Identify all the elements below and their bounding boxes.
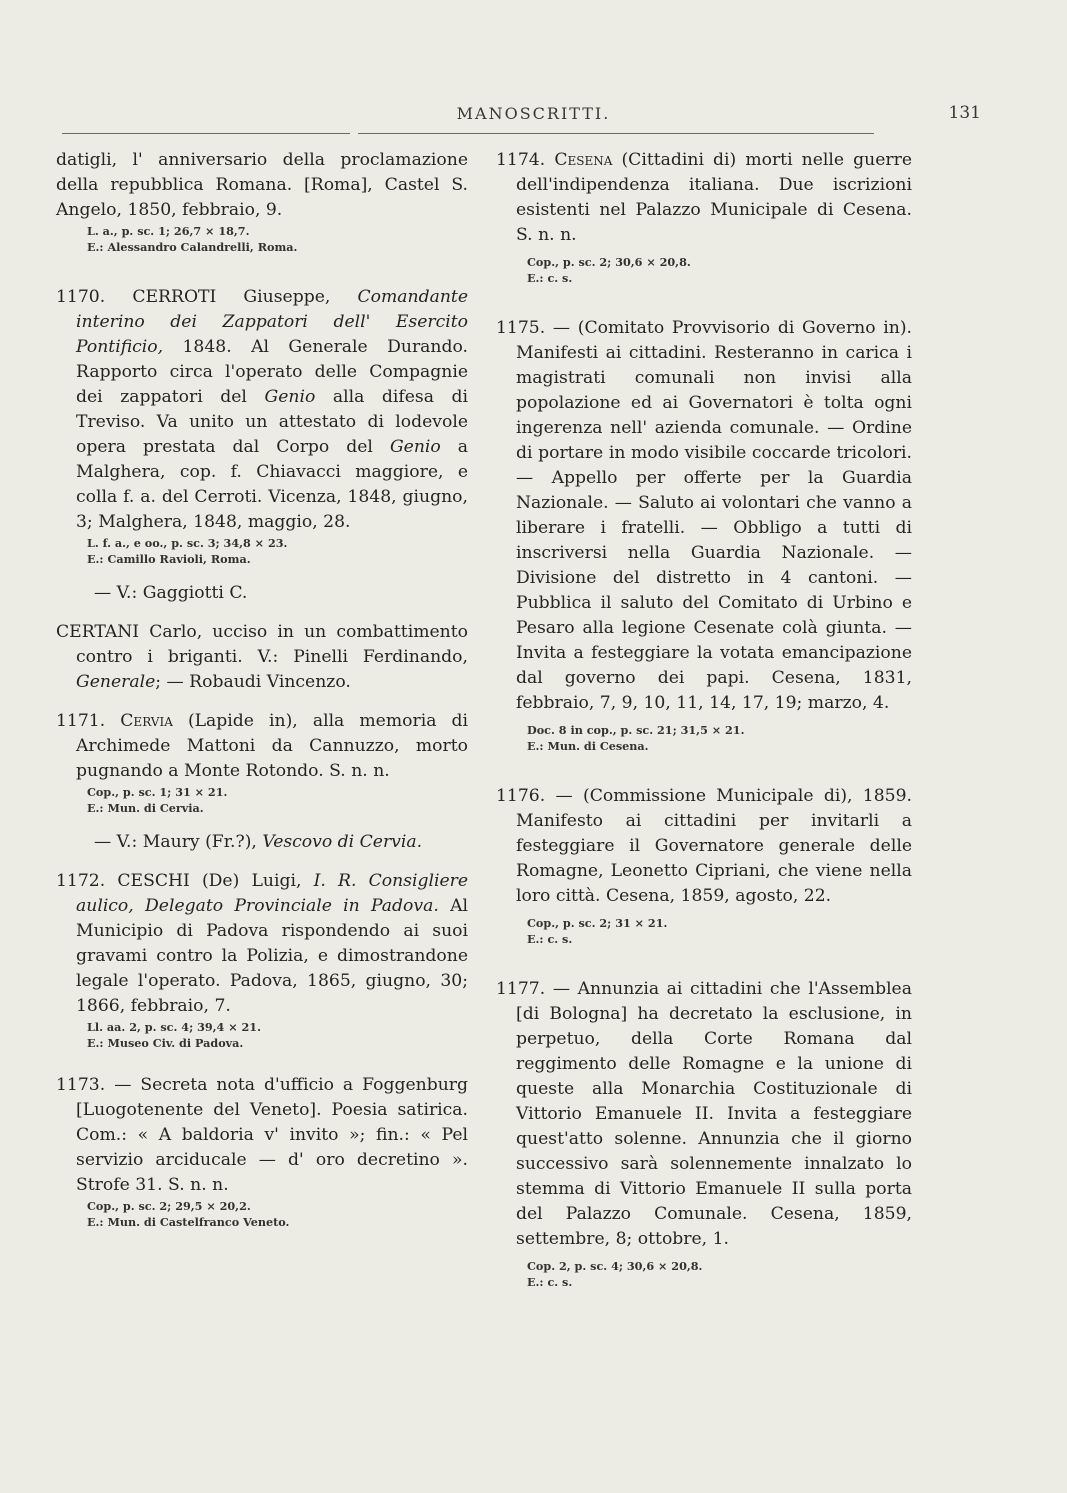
entry-body: CERTANI Carlo, ucciso in un combattimento contro i briganti. V.: Pinelli Ferdinando, bbox=[56, 622, 468, 667]
entry-number: 1173. bbox=[56, 1075, 106, 1095]
left-column bbox=[56, 148, 468, 1230]
entry-note: E.: Mun. di Cesena. bbox=[527, 739, 649, 753]
entry-certani bbox=[56, 620, 468, 695]
entry-note: Cop., p. sc. 2; 30,6 × 20,8. bbox=[527, 255, 691, 269]
entry-text bbox=[56, 1073, 468, 1198]
entry-1176 bbox=[496, 784, 912, 947]
entry-1169-continued bbox=[56, 148, 468, 255]
entry-name: CERROTI Giuseppe, bbox=[132, 287, 331, 307]
entry-text bbox=[56, 709, 468, 784]
cross-reference bbox=[56, 830, 468, 855]
entry-1177 bbox=[496, 977, 912, 1290]
entry-note: Cop., p. sc. 2; 29,5 × 20,2. bbox=[87, 1199, 251, 1213]
entry-body: (Lapide in), alla memoria di Archimede Mattoni da Cannuzzo, morto pugnando a Monte Rotondo. S. n. n. bbox=[76, 711, 468, 781]
entry-1171 bbox=[56, 709, 468, 816]
entry-1175 bbox=[496, 316, 912, 754]
italic-word: Genio bbox=[264, 387, 316, 407]
entry-place: Cervia bbox=[120, 711, 173, 731]
entry-body: a Malghera, cop. f. Chiavacci maggiore, e colla f. a. del Cerroti. Vicenza, 1848, giugno, 3; Malghera, 1848, maggio, 28. bbox=[76, 437, 469, 532]
entry-number: 1176. bbox=[496, 786, 546, 806]
entry-number: 1171. bbox=[56, 711, 106, 731]
italic-word: Generale bbox=[76, 672, 156, 692]
entry-text bbox=[496, 148, 912, 248]
entry-text bbox=[496, 977, 912, 1252]
ref-text: — V.: Maury (Fr.?), bbox=[94, 832, 257, 852]
entry-note: E.: c. s. bbox=[527, 932, 573, 946]
page-number: 131 bbox=[948, 103, 981, 123]
italic-word: Vescovo di Cervia. bbox=[262, 832, 423, 852]
entry-place: Cesena bbox=[554, 150, 613, 170]
entry-text: datigli, l' anniversario della proclamazione della repubblica Romana. [Roma], Castel S. Angelo, 1850, febbraio, 9. bbox=[56, 150, 468, 220]
entry-note: Cop. 2, p. sc. 4; 30,6 × 20,8. bbox=[527, 1259, 703, 1273]
entry-body: — (Commissione Municipale di), 1859. Manifesto ai cittadini per invitarli a festeggiare il Governatore generale delle Romagne, Leonetto Cipriani, che viene nella loro città. Cesena, 1859, agosto, 22. bbox=[516, 786, 913, 906]
entry-note: E.: c. s. bbox=[527, 1275, 573, 1289]
entry-1170 bbox=[56, 285, 468, 567]
entry-note: E.: Mun. di Castelfranco Veneto. bbox=[87, 1215, 290, 1229]
entry-number: 1175. bbox=[496, 318, 546, 338]
entry-note: E.: Alessandro Calandrelli, Roma. bbox=[87, 240, 298, 254]
entry-note: Cop., p. sc. 1; 31 × 21. bbox=[87, 785, 228, 799]
entry-text bbox=[496, 784, 912, 909]
entry-name: CESCHI (De) Luigi, bbox=[117, 871, 302, 891]
entry-body: ; — Robaudi Vincenzo. bbox=[155, 672, 351, 692]
entry-note: E.: c. s. bbox=[527, 271, 573, 285]
right-column bbox=[496, 148, 912, 1290]
entry-number: 1177. bbox=[496, 979, 546, 999]
entry-number: 1172. bbox=[56, 871, 106, 891]
entry-note: Doc. 8 in cop., p. sc. 21; 31,5 × 21. bbox=[527, 723, 745, 737]
entry-note: E.: Camillo Ravioli, Roma. bbox=[87, 552, 251, 566]
entry-1172 bbox=[56, 869, 468, 1051]
header-rule-right bbox=[358, 133, 874, 134]
header-rule-left bbox=[62, 133, 350, 134]
entry-body: — Annunzia ai cittadini che l'Assemblea [di Bologna] ha decretato la esclusione, in perpetuo, della Corte Romana dal reggimento delle Romagne e la unione di queste alla Monarchia Costituzionale di Vittorio Emanuele II. Invita a festeggiare quest'atto solenne. Annunzia che il giorno successivo sarà solennemente innalzato lo stemma di Vittorio Emanuele II sulla porta del Palazzo Comunale. Cesena, 1859, settembre, 8; ottobre, 1. bbox=[516, 979, 912, 1249]
entry-title: Comandante interino dei Zappatori dell' Esercito Pontificio, bbox=[76, 287, 468, 357]
entry-note: Cop., p. sc. 2; 31 × 21. bbox=[527, 916, 668, 930]
entry-text bbox=[56, 285, 468, 535]
entry-number: 1174. bbox=[496, 150, 546, 170]
entry-note: L. a., p. sc. 1; 26,7 × 18,7. bbox=[87, 224, 250, 238]
entry-text bbox=[496, 316, 912, 716]
entry-note: Ll. aa. 2, p. sc. 4; 39,4 × 21. bbox=[87, 1020, 261, 1034]
entry-body: — Secreta nota d'ufficio a Foggenburg [Luogotenente del Veneto]. Poesia satirica. Com.: « A baldoria v' invito »; fin.: « Pel servizio arciducale — d' oro decretino ». Strofe 31. S. n. n. bbox=[76, 1075, 468, 1195]
entry-note: L. f. a., e oo., p. sc. 3; 34,8 × 23. bbox=[87, 536, 288, 550]
entry-title: I. R. Consigliere aulico, Delegato Provinciale in Padova. bbox=[76, 871, 469, 916]
italic-word: Genio bbox=[389, 437, 441, 457]
entry-1173 bbox=[56, 1073, 468, 1230]
entry-text bbox=[56, 620, 468, 695]
entry-note: E.: Mun. di Cervia. bbox=[87, 801, 204, 815]
entry-number: 1170. bbox=[56, 287, 106, 307]
entry-body: alla difesa di Treviso. Va unito un attestato di lodevole opera prestata dal Corpo del bbox=[76, 387, 469, 457]
entry-body: Al Municipio di Padova rispondendo ai suoi gravami contro la Polizia, e dimostrandone legale l'operato. Padova, 1865, giugno, 30; 1866, febbraio, 7. bbox=[76, 896, 468, 1016]
cross-reference: — V.: Gaggiotti C. bbox=[94, 583, 248, 603]
entry-body: (Cittadini di) morti nelle guerre dell'indipendenza italiana. Due iscrizioni esistenti nel Palazzo Municipale di Cesena. S. n. n. bbox=[516, 150, 913, 245]
running-title: MANOSCRITTI. bbox=[456, 104, 611, 123]
entry-body: — (Comitato Provvisorio di Governo in). Manifesti ai cittadini. Resteranno in carica i magistrati comunali non invisi alla popolazione ed ai Governatori è tolta ogni ingerenza nell' azienda comunale. — Ordine di portare in modo visibile coccarde tricolori. — Appello per offerte per la Guardia Nazionale. — Saluto ai volontari che vanno a liberare i fratelli. — Obbligo a tutti di inscriversi nella Guardia Nazionale. — Divisione del distretto in 4 cantoni. — Pubblica il saluto del Comitato di Urbino e Pesaro alla legione Cesenate colà giunta. — Invita a festeggiare la votata emancipazione dal governo dei papi. Cesena, 1831, febbraio, 7, 9, 10, 11, 14, 17, 19; marzo, 4. bbox=[516, 318, 913, 713]
entry-1174 bbox=[496, 148, 912, 286]
entry-text bbox=[56, 869, 468, 1019]
entry-note: E.: Museo Civ. di Padova. bbox=[87, 1036, 244, 1050]
entry-body: 1848. Al Generale Durando. Rapporto circa l'operato delle Compagnie dei zappatori del bbox=[76, 337, 468, 407]
